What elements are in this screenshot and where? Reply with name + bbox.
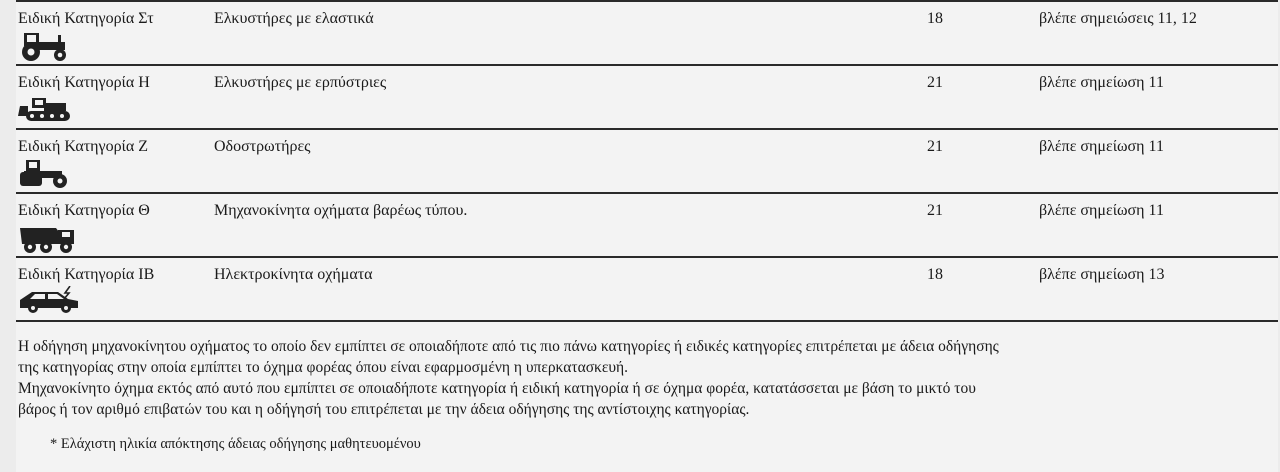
- min-age-cell: 18: [927, 257, 1039, 321]
- categories-table: [16, 0, 1278, 322]
- table-row: [16, 65, 1278, 129]
- road-roller-icon: [18, 158, 72, 188]
- category-label: Ειδική Κατηγορία Η: [18, 74, 150, 91]
- electric-car-icon: [18, 286, 80, 314]
- min-age-cell: 18: [927, 1, 1039, 65]
- table-row: [16, 193, 1278, 257]
- category-cell: [16, 129, 214, 193]
- vehicle-cell: Ηλεκτροκίνητα οχήματα: [214, 257, 927, 321]
- table-row: [16, 1, 1278, 65]
- vehicle-cell: Μηχανοκίνητα οχήματα βαρέως τύπου.: [214, 193, 927, 257]
- vehicle-cell: Ελκυστήρες με ερπύστριες: [214, 65, 927, 129]
- wheeled-tractor-icon: [18, 30, 72, 62]
- notes-line: Μηχανοκίνητο όχημα εκτός από αυτό που εμπίπτει σε οποιαδήποτε κατηγορία ή ειδική κατηγορία ή σε όχημα φορέα, κατατάσσεται με βάση το μικτό του: [18, 380, 976, 397]
- min-age-cell: 21: [927, 65, 1039, 129]
- crawler-tractor-icon: [18, 94, 76, 122]
- note-cell: βλέπε σημείωση 13: [1039, 257, 1278, 321]
- min-age-cell: 21: [927, 193, 1039, 257]
- category-label: Ειδική Κατηγορία Στ: [18, 10, 154, 27]
- note-cell: βλέπε σημείωση 11: [1039, 193, 1278, 257]
- category-label: Ειδική Κατηγορία ΙΒ: [18, 266, 155, 283]
- category-cell: [16, 1, 214, 65]
- vehicle-cell: Οδοστρωτήρες: [214, 129, 927, 193]
- notes-line: Η οδήγηση μηχανοκίνητου οχήματος το οποίο δεν εμπίπτει σε οποιαδήποτε από τις πιο πάνω κατηγορίες ή ειδικές κατηγορίες επιτρέπεται με άδεια οδήγησης: [18, 338, 999, 355]
- category-cell: [16, 65, 214, 129]
- vehicle-cell: Ελκυστήρες με ελαστικά: [214, 1, 927, 65]
- footnote: * Ελάχιστη ηλικία απόκτησης άδειας οδήγησης μαθητευομένου: [50, 436, 421, 452]
- category-cell: [16, 193, 214, 257]
- license-categories-sheet: [16, 0, 1278, 472]
- note-cell: βλέπε σημειώσεις 11, 12: [1039, 1, 1278, 65]
- notes-line: της κατηγορίας στην οποία εμπίπτει το όχημα φορέας όπου είναι εφαρμοσμένη η υπερκατασκευή.: [18, 359, 629, 376]
- note-cell: βλέπε σημείωση 11: [1039, 129, 1278, 193]
- category-label: Ειδική Κατηγορία Ζ: [18, 138, 149, 155]
- table-row: [16, 129, 1278, 193]
- dump-truck-icon: [18, 222, 78, 254]
- min-age-cell: 21: [927, 129, 1039, 193]
- table-row: [16, 257, 1278, 321]
- category-label: Ειδική Κατηγορία Θ: [18, 202, 150, 219]
- note-cell: βλέπε σημείωση 11: [1039, 65, 1278, 129]
- notes-line: βάρος ή τον αριθμό επιβατών του και η οδήγησή του επιτρέπεται με την άδεια οδήγησης της αντίστοιχης κατηγορίας.: [18, 401, 750, 418]
- category-cell: [16, 257, 214, 321]
- general-notes: [18, 336, 1276, 420]
